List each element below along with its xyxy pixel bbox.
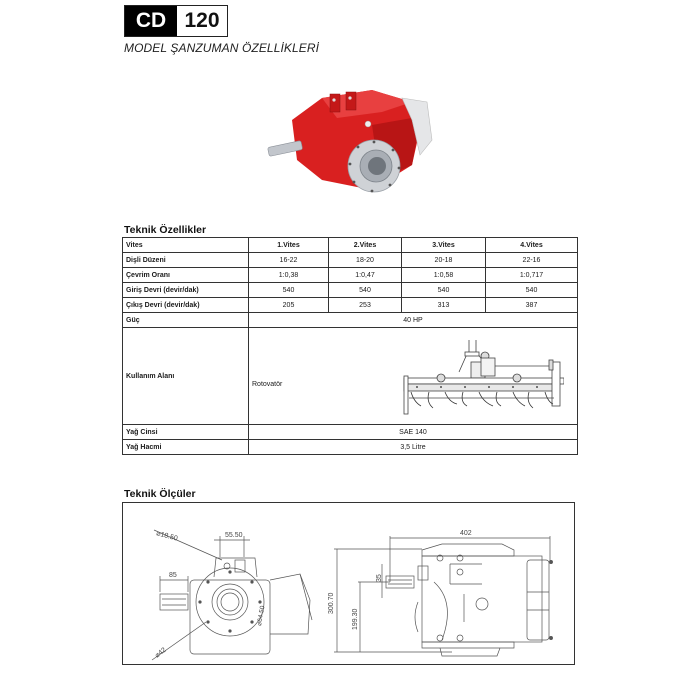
svg-text:⌀42: ⌀42 (153, 646, 168, 660)
header-cell: Vites (123, 238, 249, 253)
svg-text:35: 35 (376, 574, 383, 582)
specs-title: Teknik Özellikler (124, 224, 207, 236)
row-label: Çevrim Oranı (123, 268, 249, 283)
power-value: 40 HP (249, 313, 578, 328)
table-cell: 16-22 (249, 253, 329, 268)
model-badge (124, 5, 228, 37)
brand-code: CD (125, 6, 177, 36)
table-cell: 1:0,58 (402, 268, 486, 283)
svg-text:⌀64.50: ⌀64.50 (256, 605, 267, 627)
row-label: Çıkış Devri (devir/dak) (123, 298, 249, 313)
table-cell: 540 (402, 283, 486, 298)
table-row-power (123, 313, 578, 328)
side-view-drawing (328, 530, 553, 656)
table-cell: 20-18 (402, 253, 486, 268)
table-cell: 313 (402, 298, 486, 313)
table-row-oil-volume (123, 440, 578, 455)
front-view-drawing (152, 530, 312, 660)
dim-hole-diameter: ⌀18.50 (155, 530, 179, 543)
svg-text:402: 402 (460, 530, 472, 537)
row-label: Yağ Cinsi (123, 425, 249, 440)
model-number: 120 (184, 9, 220, 32)
table-cell: 18-20 (329, 253, 402, 268)
usage-cell (249, 328, 578, 425)
header-cell: 1.Vites (249, 238, 329, 253)
page-subtitle: MODEL ŞANZUMAN ÖZELLİKLERİ (124, 41, 320, 55)
table-cell: 1:0,38 (249, 268, 329, 283)
table-cell: 540 (249, 283, 329, 298)
table-row (123, 268, 578, 283)
table-cell: 253 (329, 298, 402, 313)
svg-text:199.30: 199.30 (352, 608, 359, 630)
technical-drawing (122, 502, 575, 665)
svg-text:55.50: 55.50 (225, 532, 243, 539)
table-cell: 540 (329, 283, 402, 298)
table-row (123, 253, 578, 268)
table-row (123, 283, 578, 298)
table-cell: 1:0,47 (329, 268, 402, 283)
table-cell: 22-16 (486, 253, 578, 268)
header-cell: 3.Vites (402, 238, 486, 253)
row-label: Güç (123, 313, 249, 328)
svg-text:300.70: 300.70 (328, 592, 335, 614)
table-header-row (123, 238, 578, 253)
header-cell: 4.Vites (486, 238, 578, 253)
header-cell: 2.Vites (329, 238, 402, 253)
table-cell: 205 (249, 298, 329, 313)
rotovator-drawing (399, 336, 564, 418)
table-row-oil-type (123, 425, 578, 440)
table-cell: 387 (486, 298, 578, 313)
svg-text:85: 85 (169, 572, 177, 579)
table-row-usage (123, 328, 578, 425)
dimensions-title: Teknik Ölçüler (124, 488, 196, 500)
gearbox-photo (262, 80, 442, 200)
row-label: Giriş Devri (devir/dak) (123, 283, 249, 298)
table-cell: 1:0,717 (486, 268, 578, 283)
specs-table (122, 237, 578, 455)
oil-type-value: SAE 140 (249, 425, 578, 440)
row-label: Dişli Düzeni (123, 253, 249, 268)
row-label: Kullanım Alanı (123, 328, 249, 425)
table-row (123, 298, 578, 313)
usage-value: Rotovatör (252, 381, 283, 388)
row-label: Yağ Hacmi (123, 440, 249, 455)
oil-volume-value: 3,5 Litre (249, 440, 578, 455)
table-cell: 540 (486, 283, 578, 298)
